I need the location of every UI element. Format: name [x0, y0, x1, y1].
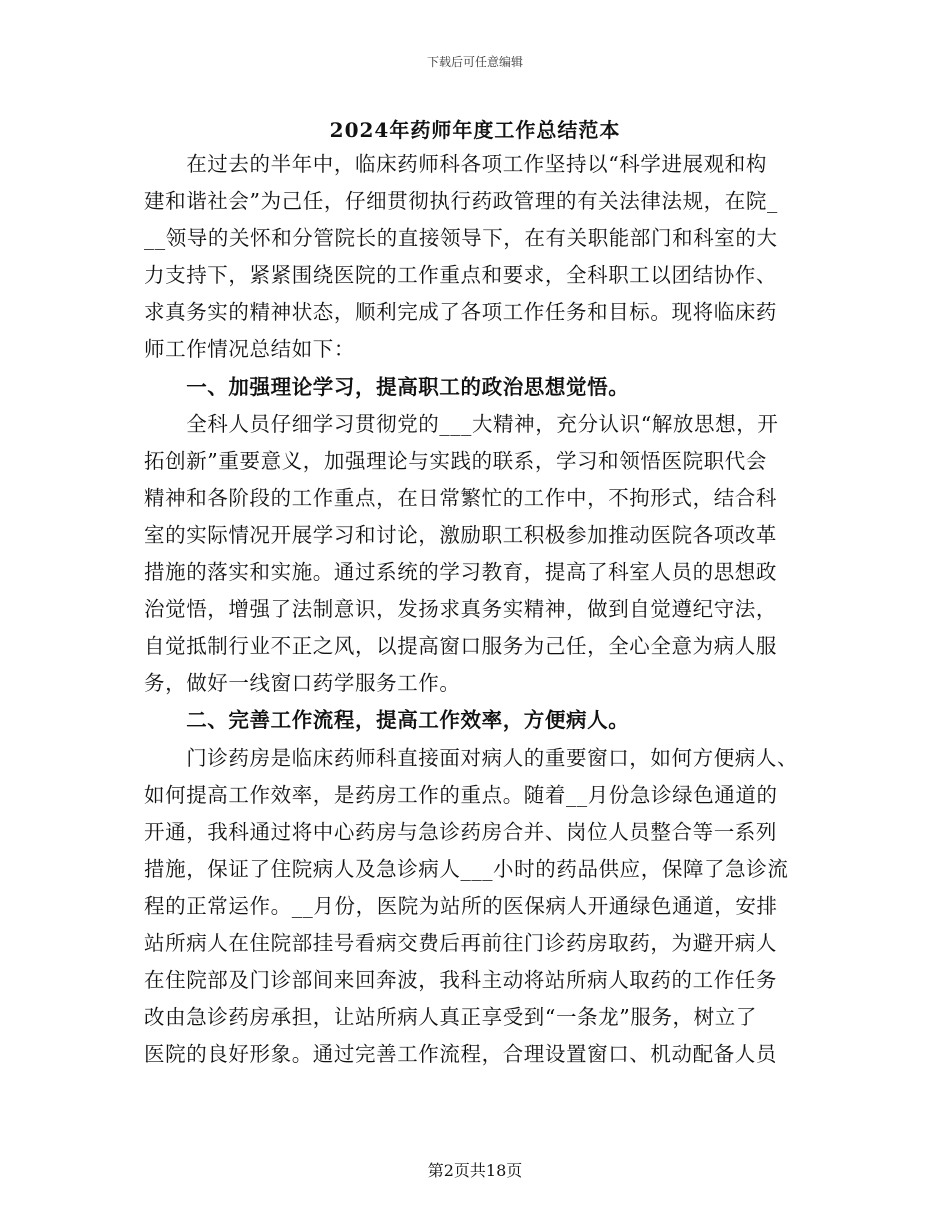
- paragraph-line: 在住院部及门诊部间来回奔波，我科主动将站所病人取药的工作任务: [144, 968, 777, 993]
- paragraph-line: 开通，我科通过将中心药房与急诊药房合并、岗位人员整合等一系列: [144, 819, 777, 844]
- paragraph-line: 全科人员仔细学习贯彻党的___大精神，充分认识“解放思想，开: [144, 411, 779, 436]
- paragraph-line: 医院的良好形象。通过完善工作流程，合理设置窗口、机动配备人员: [144, 1042, 777, 1067]
- page-footer: 第2页共18页: [427, 1161, 523, 1180]
- paragraph-line: 室的实际情况开展学习和讨论，激励职工积极参加推动医院各项改革: [144, 522, 777, 547]
- paragraph-line: 拓创新”重要意义，加强理论与实践的联系，学习和领悟医院职代会: [144, 448, 767, 473]
- document-title: 2024年药师年度工作总结范本: [329, 118, 621, 142]
- paragraph-line: 如何提高工作效率，是药房工作的重点。随着__月份急诊绿色通道的: [144, 782, 778, 807]
- section-heading: 二、完善工作流程，提高工作效率，方便病人。: [144, 708, 630, 733]
- paragraph-line: __领导的关怀和分管院长的直接领导下，在有关职能部门和科室的大: [144, 226, 778, 251]
- paragraph-line: 自觉抵制行业不正之风，以提高窗口服务为己任，全心全意为病人服: [144, 634, 777, 659]
- paragraph-line: 在过去的半年中，临床药师科各项工作坚持以“科学进展观和构: [144, 152, 767, 176]
- document-body: [144, 146, 824, 1073]
- paragraph-line: 力支持下，紧紧围绕医院的工作重点和要求，全科职工以团结协作、: [144, 263, 777, 288]
- header-note: 下载后可任意编辑: [426, 55, 523, 69]
- paragraph-line: 措施，保证了住院病人及急诊病人___小时的药品供应，保障了急诊流: [144, 856, 789, 881]
- paragraph-line: 建和谐社会”为己任，仔细贯彻执行药政管理的有关法律法规，在院_: [144, 189, 778, 214]
- paragraph-line: 措施的落实和实施。通过系统的学习教育，提高了科室人员的思想政: [144, 560, 777, 585]
- paragraph-line: 站所病人在住院部挂号看病交费后再前往门诊药房取药，为避开病人: [144, 930, 777, 955]
- paragraph-line: 治觉悟，增强了法制意识，发扬求真务实精神，做到自觉遵纪守法，: [144, 597, 777, 622]
- paragraph-line: 程的正常运作。__月份，医院为站所的医保病人开通绿色通道，安排: [144, 893, 778, 918]
- paragraph-line: 门诊药房是临床药师科直接面对病人的重要窗口，如何方便病人、: [144, 745, 799, 770]
- paragraph-line: 求真务实的精神状态，顺利完成了各项工作任务和目标。现将临床药: [144, 300, 777, 325]
- paragraph-line: 师工作情况总结如下：: [144, 337, 355, 362]
- paragraph-line: 改由急诊药房承担，让站所病人真正享受到“一条龙”服务，树立了: [144, 1005, 757, 1030]
- section-heading: 一、加强理论学习，提高职工的政治思想觉悟。: [144, 374, 630, 399]
- paragraph-line: 精神和各阶段的工作重点，在日常繁忙的工作中，不拘形式，结合科: [144, 485, 777, 510]
- paragraph-line: 务，做好一线窗口药学服务工作。: [144, 671, 461, 696]
